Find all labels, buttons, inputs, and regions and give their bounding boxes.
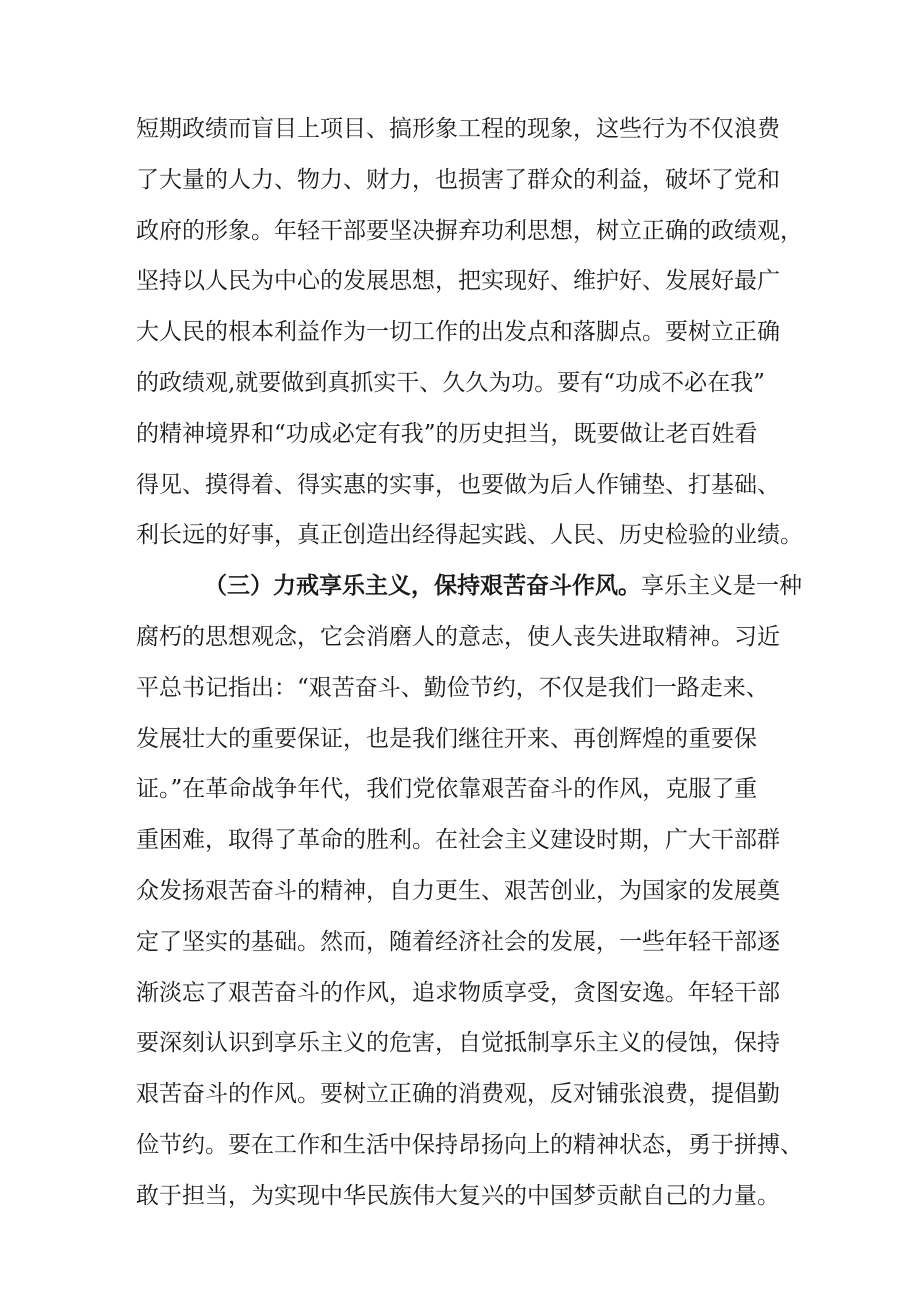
paragraph-line: 的精神境界和“功成必定有我”的历史担当，既要做让老百姓看 [136,420,758,447]
paragraph-line: 要深刻认识到享乐主义的危害，自觉抵制享乐主义的侵蚀，保持 [136,1030,780,1057]
paragraph-line: 了大量的人力、物力、财力，也损害了群众的利益，破坏了党和 [136,166,780,193]
paragraph-line: 得见、摸得着、得实惠的实事，也要做为后人作铺垫、打基础、 [136,471,780,498]
section-3-heading: （三）力戒享乐主义，保持艰苦奋斗作风。 [204,572,641,600]
paragraph-line: 俭节约。要在工作和生活中保持昂扬向上的精神状态，勇于拼搏、 [136,1131,803,1158]
paragraph-line: 重困难，取得了革命的胜利。在社会主义建设时期，广大干部群 [136,827,780,854]
paragraph-line: 定了坚实的基础。然而，随着经济社会的发展，一些年轻干部逐 [136,928,780,955]
paragraph-line: 的政绩观,就要做到真抓实干、久久为功。要有“功成不必在我” [136,369,765,396]
paragraph-line: 众发扬艰苦奋斗的精神，自力更生、艰苦创业，为国家的发展奠 [136,877,780,904]
paragraph-line: 证。”在革命战争年代，我们党依靠艰苦奋斗的作风，克服了重 [136,776,758,803]
paragraph-line: 平总书记指出：“艰苦奋斗、勤俭节约，不仅是我们一路走来、 [136,674,769,701]
section-3-first-line-text: 享乐主义是一种 [641,573,802,600]
body-text [136,104,806,1222]
paragraph-line: 渐淡忘了艰苦奋斗的作风，追求物质享受，贪图安逸。年轻干部 [136,979,780,1006]
paragraph-line: 利长远的好事，真正创造出经得起实践、人民、历史检验的业绩。 [136,522,803,549]
paragraph-line: 政府的形象。年轻干部要坚决摒弃功利思想，树立正确的政绩观， [136,217,803,244]
paragraph-line: 短期政绩而盲目上项目、搞形象工程的现象，这些行为不仅浪费 [136,116,780,142]
paragraph-line: 发展壮大的重要保证，也是我们继往开来、再创辉煌的重要保 [136,725,757,752]
paragraph-line: 艰苦奋斗的作风。要树立正确的消费观，反对铺张浪费，提倡勤 [136,1081,780,1108]
paragraph-line: 腐朽的思想观念，它会消磨人的意志，使人丧失进取精神。习近 [136,623,780,650]
paragraph-line: 大人民的根本利益作为一切工作的出发点和落脚点。要树立正确 [136,319,780,346]
paragraph-line: 坚持以人民为中心的发展思想，把实现好、维护好、发展好最广 [136,268,780,295]
paragraph-line: 敢于担当，为实现中华民族伟大复兴的中国梦贡献自己的力量。 [136,1182,780,1209]
section-3-first-line [136,561,806,612]
